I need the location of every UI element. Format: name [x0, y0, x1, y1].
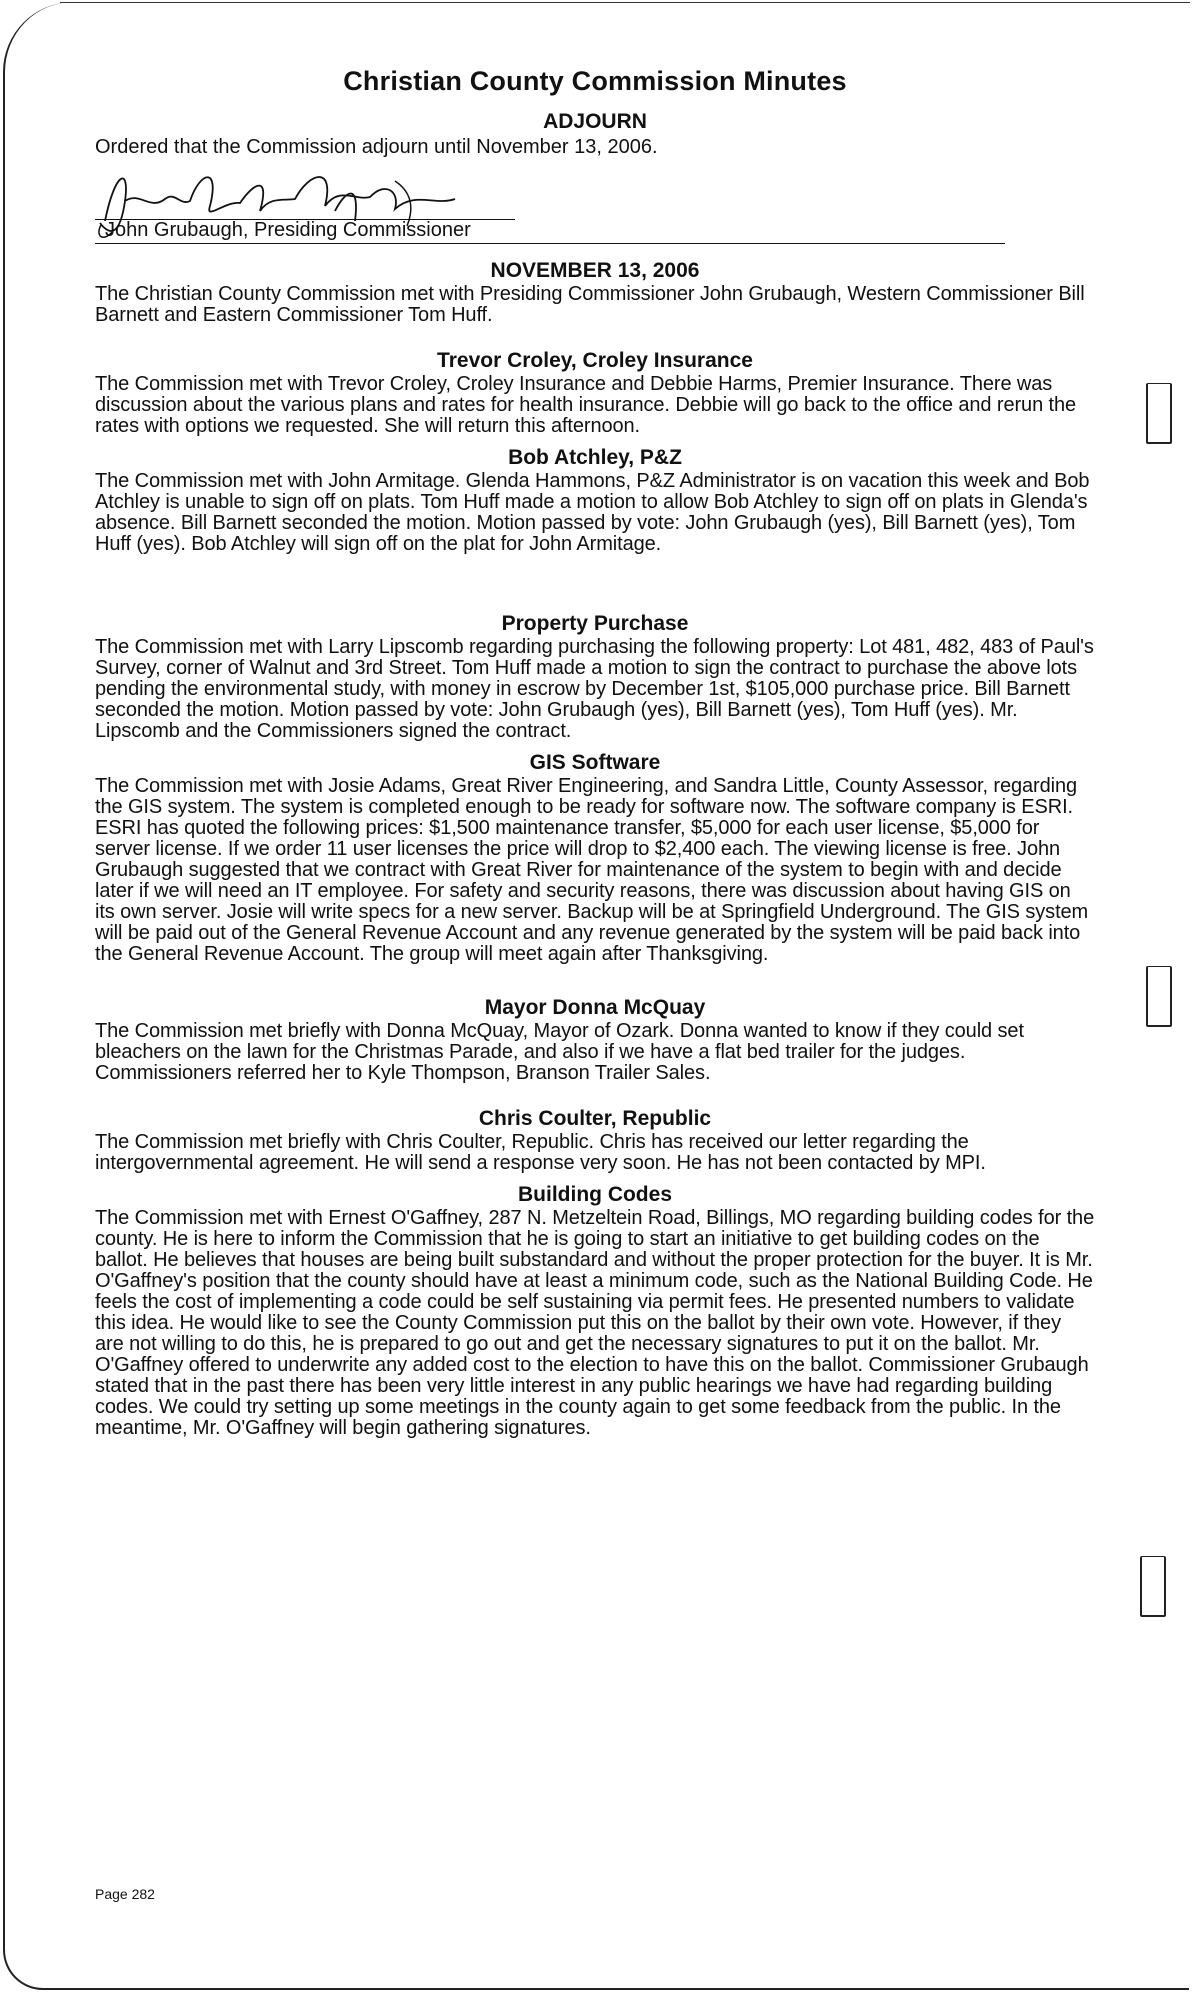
section-heading-gis: GIS Software	[529, 751, 661, 774]
section-body-mcquay: The Commission met briefly with Donna McQuay, Mayor of Ozark. Donna wanted to know if they could set bleachers on the lawn for the Christmas Parade, and also if we have a flat bed trailer for the judges. Commissioners referred her to Kyle Thompson, Branson Trailer Sales.	[95, 1020, 1024, 1084]
section-divider	[95, 243, 1005, 244]
page-number: Page 282	[95, 1886, 155, 1902]
adjourn-text: Ordered that the Commission adjourn until November 13, 2006.	[95, 136, 658, 158]
section-heading-coulter: Chris Coulter, Republic	[478, 1107, 712, 1130]
section-body-gis: The Commission met with Josie Adams, Great River Engineering, and Sandra Little, County Assessor, regarding the GIS system. The system is completed enough to be ready for software now. The software company is ESRI. ESRI has quoted the following prices: $1,500 maintenance transfer, $5,000 for each user license, $5,000 for server license. If we order 11 user licenses the price will drop to $2,400 each. The viewing license is free. John Grubaugh suggested that we contract with Great River for maintenance of the system to begin with and decide later if we will need an IT employee. For safety and security reasons, there was discussion about having GIS on its own server. Josie will write specs for a new server. Backup will be at Springfield Underground. The GIS system will be paid out of the General Revenue Account and any revenue generated by the system will be paid back into the General Revenue Account. The group will meet again after Thanksgiving.	[95, 775, 1089, 965]
section-heading-mcquay: Mayor Donna McQuay	[484, 996, 706, 1019]
meeting-date-heading: NOVEMBER 13, 2006	[490, 259, 700, 282]
margin-checkbox-1	[1146, 383, 1172, 444]
signature-block	[95, 161, 1095, 239]
section-body-atchley: The Commission met with John Armitage. Glenda Hammons, P&Z Administrator is on vacation this week and Bob Atchley is unable to sign off on plats. Tom Huff made a motion to allow Bob Atchley to sign off on plats in Glenda's absence. Bill Barnett seconded the motion. Motion passed by vote: John Grubaugh (yes), Bill Barnett (yes), Tom Huff (yes). Bob Atchley will sign off on the plat for John Armitage.	[95, 470, 1090, 555]
document-title: Christian County Commission Minutes	[343, 66, 847, 96]
section-heading-building-codes: Building Codes	[518, 1183, 672, 1206]
section-body-property: The Commission met with Larry Lipscomb regarding purchasing the following property: Lot 481, 482, 483 of Paul's Survey, corner of Walnut and 3rd Street. Tom Huff made a motion to sign the contract to purchase the above lots pending the environmental study, with money in escrow by December 1st, $105,000 purchase price. Bill Barnett seconded the motion. Motion passed by vote: John Grubaugh (yes), Bill Barnett (yes), Tom Huff (yes). Mr. Lipscomb and the Commissioners signed the contract.	[95, 636, 1094, 742]
margin-checkbox-3	[1140, 1556, 1166, 1617]
section-heading-croley: Trevor Croley, Croley Insurance	[437, 349, 753, 372]
adjourn-heading: ADJOURN	[543, 110, 647, 133]
section-body-croley: The Commission met with Trevor Croley, Croley Insurance and Debbie Harms, Premier Insurance. There was discussion about the various plans and rates for health insurance. Debbie will go back to the office and rerun the rates with options we requested. She will return this afternoon.	[95, 373, 1077, 437]
section-body-coulter: The Commission met briefly with Chris Coulter, Republic. Chris has received our letter regarding the intergovernmental agreement. He will send a response very soon. He has not been contacted by MPI.	[95, 1131, 986, 1174]
signatory-name: John Grubaugh, Presiding Commissioner	[105, 219, 471, 241]
intro-paragraph: The Christian County Commission met with Presiding Commissioner John Grubaugh, Western Commissioner Bill Barnett and Eastern Commissioner Tom Huff.	[95, 283, 1085, 326]
margin-checkbox-2	[1146, 966, 1172, 1027]
section-heading-property: Property Purchase	[501, 612, 689, 635]
section-body-building-codes: The Commission met with Ernest O'Gaffney, 287 N. Metzeltein Road, Billings, MO regarding building codes for the county. He is here to inform the Commission that he is going to start an initiative to get building codes on the ballot. He believes that houses are being built substandard and without the proper protection for the buyer. It is Mr. O'Gaffney's position that the county should have at least a minimum code, such as the National Building Code. He feels the cost of implementing a code could be self sustaining via permit fees. He presented numbers to validate this idea. He would like to see the County Commission put this on the ballot by their own vote. However, if they are not willing to do this, he is prepared to go out and get the necessary signatures to put it on the ballot. Mr. O'Gaffney offered to underwrite any added cost to the election to have this on the ballot. Commissioner Grubaugh stated that in the past there has been very little interest in any public hearings we have had regarding building codes. We could try setting up some meetings in the county again to get some feedback from the public. In the meantime, Mr. O'Gaffney will begin gathering signatures.	[95, 1207, 1095, 1439]
section-heading-atchley: Bob Atchley, P&Z	[508, 446, 682, 469]
page-top-edge	[60, 2, 1190, 3]
document-body	[95, 66, 1095, 1439]
